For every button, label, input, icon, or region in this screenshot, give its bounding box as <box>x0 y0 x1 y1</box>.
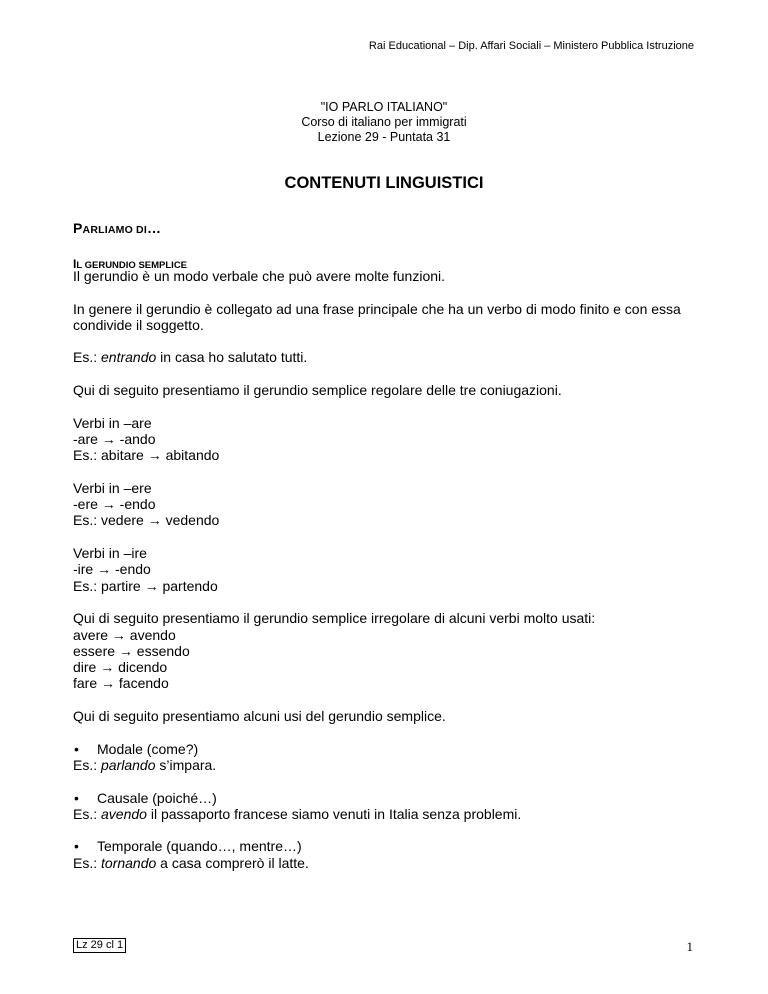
title-block <box>0 100 768 145</box>
example-sentence <box>73 349 703 365</box>
conjugation-are-rule: -are → -ando <box>73 430 156 447</box>
use-label: Modale (come?) <box>97 740 199 757</box>
irregular-item: essere → essendo <box>73 642 190 659</box>
example-prefix: Es.: <box>73 349 102 366</box>
use-example-rest: s’impara. <box>155 756 217 773</box>
example-gerund: entrando <box>101 349 157 366</box>
lesson-number: Lezione 29 - Puntata 31 <box>317 130 451 144</box>
use-example-rest: il passaporto francese siamo venuti in Italia senza problemi. <box>146 805 522 822</box>
irregular-intro: Qui di seguito presentiamo il gerundio semplice irregolare di alcuni verbi molto usati: <box>73 610 596 627</box>
section-heading-initial: P <box>73 220 83 236</box>
course-subtitle: Corso di italiano per immigrati <box>301 115 467 129</box>
document-body <box>73 268 703 871</box>
conjugation-ire-example: Es.: partire → partendo <box>73 577 218 594</box>
uses-intro: Qui di seguito presentiamo alcuni usi del gerundio semplice. <box>73 708 446 725</box>
subsection-heading-rest: L GERUNDIO SEMPLICE <box>76 260 188 271</box>
main-heading: CONTENUTI LINGUISTICI <box>284 174 484 192</box>
use-bullet-modale <box>73 741 703 757</box>
use-label: Temporale (quando…, mentre…) <box>97 838 302 855</box>
section-heading-rest: ARLIAMO DI <box>82 224 147 236</box>
use-bullet-temporale <box>73 838 703 854</box>
conjugation-ere-rule: -ere → -endo <box>73 496 156 513</box>
use-example <box>73 806 703 822</box>
page-number: 1 <box>686 939 693 954</box>
use-example-gerund: avendo <box>101 805 147 822</box>
use-label: Causale (poiché…) <box>97 789 217 806</box>
use-bullet-causale <box>73 790 703 806</box>
use-example <box>73 855 703 871</box>
conjugation-ire-rule: -ire → -endo <box>73 561 151 578</box>
irregular-item: avere → avendo <box>73 626 176 643</box>
use-example-gerund: tornando <box>101 854 157 871</box>
course-title: "IO PARLO ITALIANO" <box>320 100 448 114</box>
conjugation-ere-head: Verbi in –ere <box>73 479 152 496</box>
use-example-gerund: parlando <box>101 756 156 773</box>
use-example-rest: a casa comprerò il latte. <box>156 854 309 871</box>
running-header: Rai Educational – Dip. Affari Sociali – Ministero Pubblica Istruzione <box>368 40 694 52</box>
conjugation-ere-example: Es.: vedere → vedendo <box>73 512 220 529</box>
section-heading <box>73 220 161 236</box>
conjugation-ire-head: Verbi in –ire <box>73 545 147 562</box>
bullet-icon: • <box>74 789 79 806</box>
use-example-prefix: Es.: <box>73 854 102 871</box>
section-heading-ellipsis: … <box>146 220 162 236</box>
irregular-item: fare → facendo <box>73 675 169 692</box>
paragraph-intro: Il gerundio è un modo verbale che può avere molte funzioni. <box>73 268 446 284</box>
use-example-prefix: Es.: <box>73 805 102 822</box>
conjugation-are-example: Es.: abitare → abitando <box>73 447 220 464</box>
irregular-item: dire → dicendo <box>73 659 168 676</box>
bullet-icon: • <box>74 838 79 855</box>
use-example-prefix: Es.: <box>73 756 102 773</box>
example-rest: in casa ho salutato tutti. <box>156 349 308 366</box>
footer-lesson-code: Lz 29 cl 1 <box>73 938 126 953</box>
paragraph-description: In genere il gerundio è collegato ad una frase principale che ha un verbo di modo finito e con essa condivide il soggetto. <box>73 300 681 333</box>
use-example <box>73 757 703 773</box>
subsection-heading-initial: I <box>73 257 77 271</box>
bullet-icon: • <box>74 740 79 757</box>
conjugation-are-head: Verbi in –are <box>73 414 152 431</box>
paragraph-regular-intro: Qui di seguito presentiamo il gerundio semplice regolare delle tre coniugazioni. <box>73 382 562 399</box>
